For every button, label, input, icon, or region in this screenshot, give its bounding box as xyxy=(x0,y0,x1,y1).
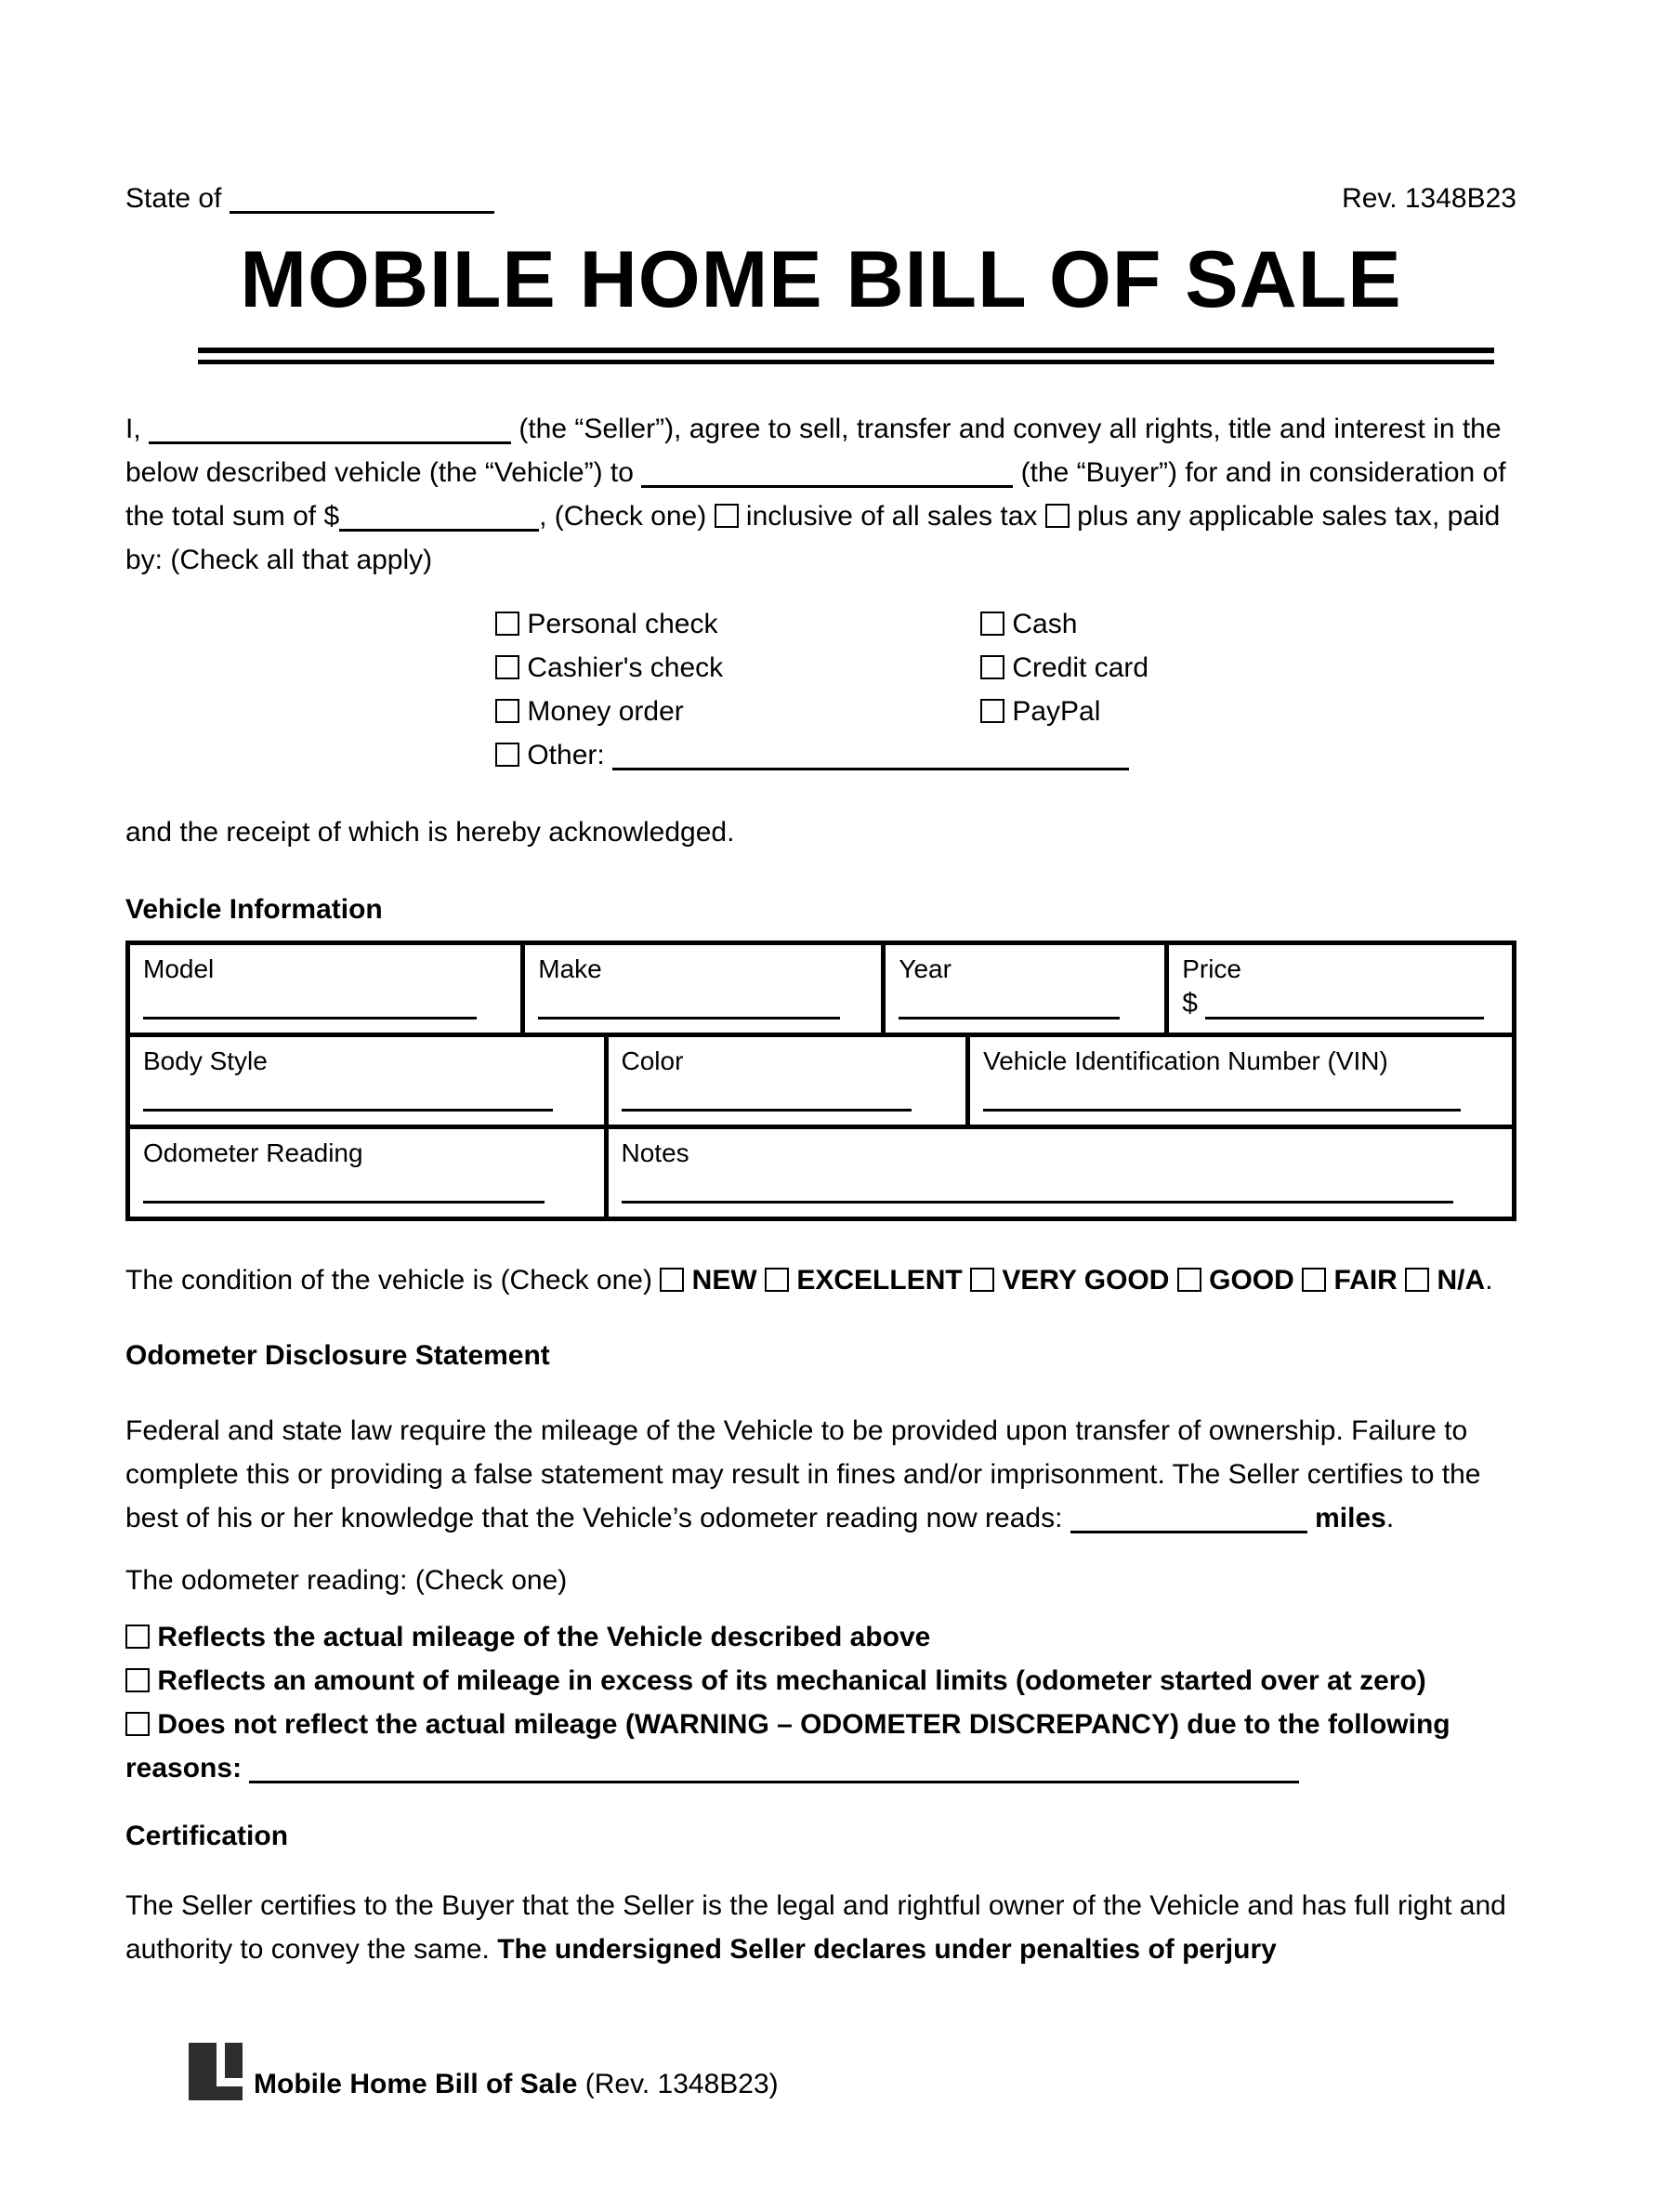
cash-checkbox[interactable] xyxy=(980,612,1004,636)
odometer-actual-checkbox[interactable] xyxy=(125,1625,150,1649)
notes-blank[interactable] xyxy=(622,1201,1453,1204)
condition-good-label: GOOD xyxy=(1209,1265,1294,1296)
odometer-reading-blank[interactable] xyxy=(1070,1510,1307,1533)
cashiers-check-checkbox[interactable] xyxy=(495,655,519,679)
odometer-body xyxy=(125,1409,1516,1540)
payment-item-cash xyxy=(980,609,1077,639)
currency-symbol: $ xyxy=(1182,988,1198,1019)
buyer-name-blank[interactable] xyxy=(641,465,1013,488)
paypal-label: PayPal xyxy=(1012,696,1101,727)
odometer-excess-checkbox[interactable] xyxy=(125,1668,150,1692)
odometer-option-discrepancy xyxy=(125,1703,1516,1790)
payment-item-cashiers-check xyxy=(495,646,980,690)
make-cell xyxy=(525,945,886,1033)
certification-paragraph xyxy=(125,1884,1516,1971)
color-cell xyxy=(609,1037,971,1125)
condition-fair-checkbox[interactable] xyxy=(1302,1268,1326,1292)
other-method-blank[interactable] xyxy=(612,747,1129,770)
odometer-prompt: The odometer reading: (Check one) xyxy=(125,1565,568,1596)
plus-tax-label: plus any applicable sales tax, paid by: (Check all that apply) xyxy=(125,501,1501,575)
credit-card-label: Credit card xyxy=(1012,652,1149,683)
condition-fair-label: FAIR xyxy=(1333,1265,1398,1296)
intro-paragraph xyxy=(125,407,1516,582)
odometer-options xyxy=(125,1615,1516,1790)
discrepancy-reasons-blank[interactable] xyxy=(249,1760,1299,1783)
odometer-blank[interactable] xyxy=(143,1201,545,1204)
paypal-checkbox[interactable] xyxy=(980,699,1004,723)
intro-seller-clause: (the “Seller”), agree to sell, transfer and convey all rights, title and interest in the below described vehicle (the “Vehicle”) to xyxy=(125,414,1502,488)
payment-row xyxy=(495,690,1516,733)
condition-new-checkbox[interactable] xyxy=(660,1268,684,1292)
odometer-excess-label: Reflects an amount of mileage in excess of its mechanical limits (odometer started over at zero) xyxy=(157,1665,1426,1696)
price-cell xyxy=(1169,945,1512,1033)
vehicle-info-heading: Vehicle Information xyxy=(125,894,383,925)
footer-revision: (Rev. 1348B23) xyxy=(584,2069,779,2099)
footer-doc-name: Mobile Home Bill of Sale xyxy=(254,2069,578,2099)
payment-item-credit-card xyxy=(980,652,1148,683)
miles-label: miles xyxy=(1315,1503,1386,1533)
condition-period: . xyxy=(1485,1265,1493,1296)
payment-item-personal-check xyxy=(495,602,980,646)
vin-blank[interactable] xyxy=(983,1109,1461,1112)
state-of-line xyxy=(125,182,494,216)
condition-na-checkbox[interactable] xyxy=(1405,1268,1429,1292)
other-checkbox[interactable] xyxy=(495,743,519,767)
odometer-option-actual xyxy=(125,1615,1516,1659)
condition-prefix: The condition of the vehicle is (Check one) xyxy=(125,1265,652,1296)
revision-label: Rev. 1348B23 xyxy=(1342,183,1516,214)
odometer-cell xyxy=(130,1129,609,1217)
seller-name-blank[interactable] xyxy=(149,421,511,444)
year-label: Year xyxy=(899,954,952,983)
table-row xyxy=(130,1037,1512,1129)
condition-excellent-label: EXCELLENT xyxy=(796,1265,963,1296)
odometer-body-text: Federal and state law require the mileage of the Vehicle to be provided upon transfer of ownership. Failure to complete this or providing a false statement may result in fines and/or imprisonment. The Seller certifies to the best of his or her knowledge that the Vehicle’s odometer reading now reads: xyxy=(125,1415,1481,1533)
certification-body: The Seller certifies to the Buyer that the Seller is the legal and rightful owner of the Vehicle and has full right and authority to convey the same. xyxy=(125,1890,1506,1965)
intro-buyer-clause: (the “Buyer”) for and in consideration of the total sum of $ xyxy=(125,457,1506,532)
certification-body-bold: The undersigned Seller declares under penalties of perjury xyxy=(497,1934,1277,1965)
vehicle-info-table xyxy=(125,941,1516,1221)
odometer-label: Odometer Reading xyxy=(143,1138,363,1167)
model-blank[interactable] xyxy=(143,1017,477,1020)
payment-item-paypal xyxy=(980,696,1100,727)
money-order-label: Money order xyxy=(527,696,684,727)
payment-row xyxy=(495,646,1516,690)
state-name-blank[interactable] xyxy=(230,191,494,214)
notes-label: Notes xyxy=(621,1138,689,1167)
payment-item-money-order xyxy=(495,690,980,733)
odometer-heading: Odometer Disclosure Statement xyxy=(125,1340,550,1371)
state-of-label: State of xyxy=(125,183,222,214)
table-row xyxy=(130,1129,1512,1217)
year-cell xyxy=(886,945,1169,1033)
body-style-cell xyxy=(130,1037,609,1125)
odometer-actual-label: Reflects the actual mileage of the Vehicle described above xyxy=(157,1622,931,1652)
condition-good-checkbox[interactable] xyxy=(1177,1268,1201,1292)
make-blank[interactable] xyxy=(538,1017,840,1020)
miles-period: . xyxy=(1385,1503,1395,1533)
payment-row-other xyxy=(495,733,1516,777)
color-label: Color xyxy=(621,1046,684,1075)
price-label: Price xyxy=(1182,954,1241,983)
personal-check-checkbox[interactable] xyxy=(495,612,519,636)
notes-cell xyxy=(609,1129,1513,1217)
model-cell xyxy=(130,945,525,1033)
odometer-option-excess xyxy=(125,1659,1516,1703)
receipt-acknowledgement: and the receipt of which is hereby acknowledged. xyxy=(125,817,735,848)
table-row xyxy=(130,945,1512,1037)
document-title: MOBILE HOME BILL OF SALE xyxy=(240,235,1402,324)
personal-check-label: Personal check xyxy=(527,609,718,639)
model-label: Model xyxy=(143,954,215,983)
sale-amount-blank[interactable] xyxy=(339,508,539,532)
money-order-checkbox[interactable] xyxy=(495,699,519,723)
credit-card-checkbox[interactable] xyxy=(980,655,1004,679)
inclusive-tax-checkbox[interactable] xyxy=(715,504,739,528)
color-blank[interactable] xyxy=(622,1109,912,1112)
intro-check-one: , (Check one) xyxy=(539,501,707,532)
condition-very-good-checkbox[interactable] xyxy=(970,1268,994,1292)
odometer-discrepancy-checkbox[interactable] xyxy=(125,1712,150,1736)
cash-label: Cash xyxy=(1012,609,1078,639)
payment-row xyxy=(495,602,1516,646)
title-divider xyxy=(198,348,1494,364)
year-blank[interactable] xyxy=(899,1017,1119,1020)
cashiers-check-label: Cashier's check xyxy=(527,652,724,683)
certification-heading: Certification xyxy=(125,1821,289,1851)
vin-cell xyxy=(970,1037,1512,1125)
condition-very-good-label: VERY GOOD xyxy=(1002,1265,1170,1296)
price-blank[interactable] xyxy=(1205,994,1484,1020)
condition-na-label: N/A xyxy=(1437,1265,1486,1296)
inclusive-tax-label: inclusive of all sales tax xyxy=(745,501,1038,532)
condition-paragraph xyxy=(125,1258,1516,1302)
following-reasons-label: following reasons: xyxy=(125,1709,1450,1783)
odometer-discrepancy-label: Does not reflect the actual mileage (WARNING – ODOMETER DISCREPANCY) due to the xyxy=(157,1709,1320,1740)
payment-method-list xyxy=(495,602,1516,777)
intro-i-label: I, xyxy=(125,414,141,444)
footer-text xyxy=(254,2069,779,2100)
page-header xyxy=(125,182,1516,216)
legal-templates-logo-icon xyxy=(189,2043,243,2100)
vin-label: Vehicle Identification Number (VIN) xyxy=(983,1046,1388,1075)
other-label: Other: xyxy=(527,740,605,770)
body-style-label: Body Style xyxy=(143,1046,268,1075)
condition-excellent-checkbox[interactable] xyxy=(765,1268,789,1292)
page-footer xyxy=(189,2043,779,2100)
make-label: Make xyxy=(538,954,602,983)
plus-tax-checkbox[interactable] xyxy=(1045,504,1070,528)
condition-new-label: NEW xyxy=(691,1265,757,1296)
body-style-blank[interactable] xyxy=(143,1109,553,1112)
